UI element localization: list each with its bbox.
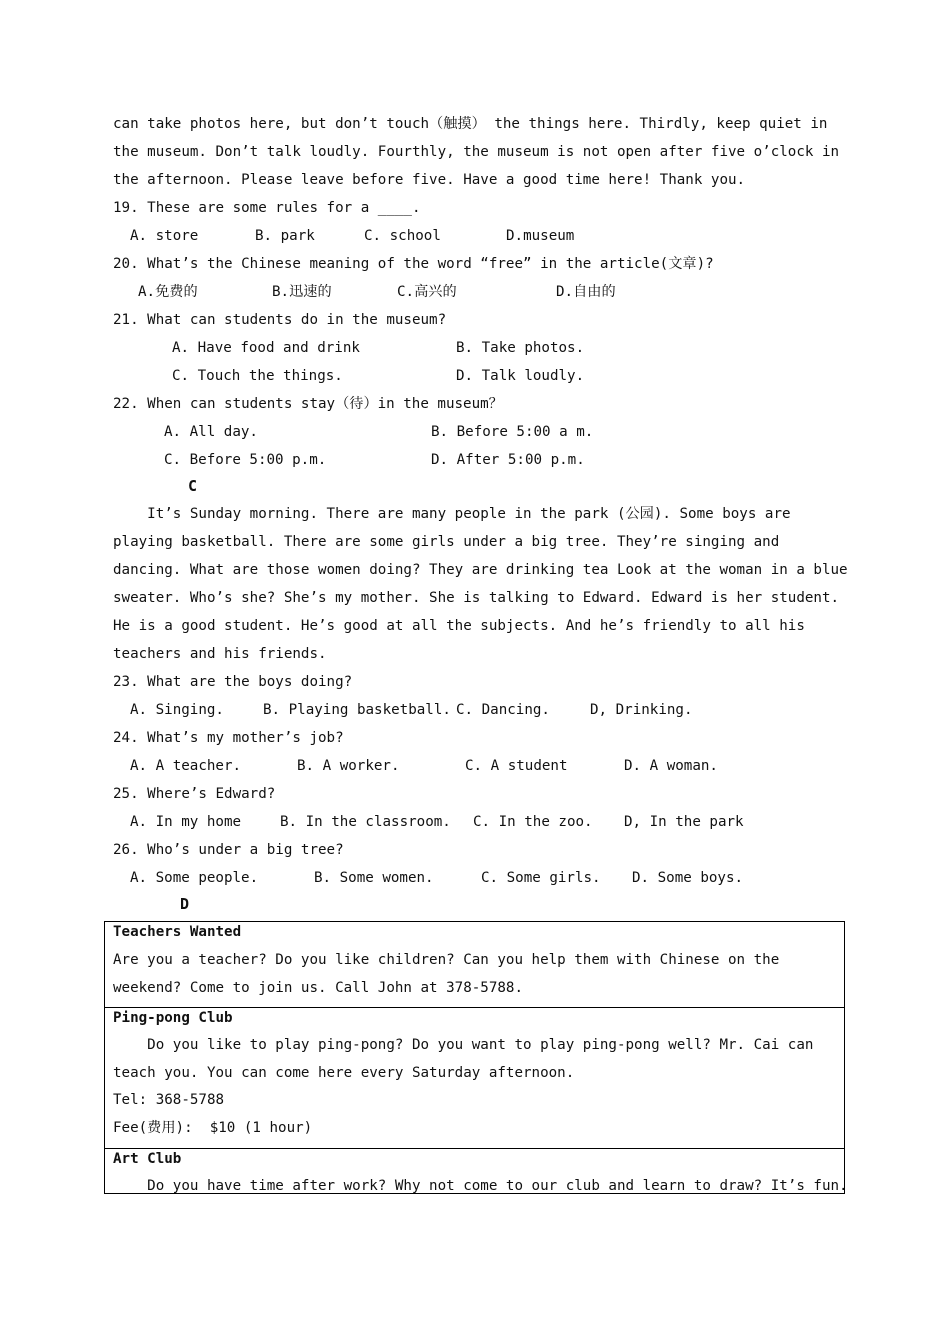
q23-option-c: C. Dancing.	[456, 702, 550, 718]
q21-option-c: C. Touch the things.	[172, 368, 343, 384]
q20-option-b: B.迅速的	[272, 284, 332, 300]
question-24-stem: 24. What’s my mother’s job?	[113, 730, 344, 746]
passage-b-line: the afternoon. Please leave before five. Have a good time here! Thank you.	[113, 172, 746, 188]
q21-option-b: B. Take photos.	[456, 340, 585, 356]
passage-c-line: teachers and his friends.	[113, 646, 327, 662]
ad-text-line: Do you like to play ping-pong? Do you want to play ping-pong well? Mr. Cai can	[113, 1037, 814, 1053]
ad-text-line: teach you. You can come here every Saturday afternoon.	[113, 1065, 575, 1081]
question-21-stem: 21. What can students do in the museum?	[113, 312, 447, 328]
q26-option-d: D. Some boys.	[632, 870, 744, 886]
ad-title: Ping-pong Club	[113, 1010, 233, 1026]
ad-text-line: Tel: 368-5788	[113, 1092, 225, 1108]
question-26-stem: 26. Who’s under a big tree?	[113, 842, 344, 858]
passage-b-line: the museum. Don’t talk loudly. Fourthly, the museum is not open after five o’clock in	[113, 144, 840, 160]
q19-option-a: A. store	[130, 228, 199, 244]
q26-option-a: A. Some people.	[130, 870, 259, 886]
q24-option-d: D. A woman.	[624, 758, 718, 774]
ad-title: Teachers Wanted	[113, 924, 242, 940]
q22-option-b: B. Before 5:00 a m.	[431, 424, 594, 440]
q21-option-d: D. Talk loudly.	[456, 368, 585, 384]
question-25-stem: 25. Where’s Edward?	[113, 786, 276, 802]
question-22-stem: 22. When can students stay（待）in the museum？	[113, 396, 503, 412]
q19-option-b: B. park	[255, 228, 315, 244]
q24-option-b: B. A worker.	[297, 758, 400, 774]
passage-c-line: dancing. What are those women doing? They are drinking tea Look at the woman in a blue	[113, 562, 848, 578]
q19-option-d: D.museum	[506, 228, 575, 244]
passage-c-line: He is a good student. He’s good at all the subjects. And he’s friendly to all his	[113, 618, 805, 634]
q22-option-d: D. After 5:00 p.m.	[431, 452, 585, 468]
q25-option-c: C. In the zoo.	[473, 814, 593, 830]
ad-text-line: Are you a teacher? Do you like children? Can you help them with Chinese on the	[113, 952, 780, 968]
question-20-stem: 20. What’s the Chinese meaning of the word “free” in the article(文章)?	[113, 256, 714, 272]
ad-title: Art Club	[113, 1151, 182, 1167]
q26-option-b: B. Some women.	[314, 870, 434, 886]
question-19-stem: 19. These are some rules for a ____.	[113, 200, 421, 216]
ad-text-line: Fee(费用): $10 (1 hour)	[113, 1120, 313, 1136]
q24-option-a: A. A teacher.	[130, 758, 242, 774]
q25-option-d: D, In the park	[624, 814, 744, 830]
q20-option-c: C.高兴的	[397, 284, 457, 300]
q23-option-d: D, Drinking.	[590, 702, 693, 718]
q20-option-d: D.自由的	[556, 284, 616, 300]
section-c-heading: C	[188, 477, 198, 495]
q25-option-a: A. In my home	[130, 814, 242, 830]
q20-option-a: A.免费的	[138, 284, 198, 300]
section-d-heading: D	[180, 895, 190, 913]
question-23-stem: 23. What are the boys doing?	[113, 674, 353, 690]
passage-c-line: playing basketball. There are some girls under a big tree. They’re singing and	[113, 534, 780, 550]
ad-art-club	[104, 1148, 848, 1194]
q23-option-a: A. Singing.	[130, 702, 224, 718]
q22-option-c: C. Before 5:00 p.m.	[164, 452, 327, 468]
q26-option-c: C. Some girls.	[481, 870, 601, 886]
q21-option-a: A. Have food and drink	[172, 340, 360, 356]
q19-option-c: C. school	[364, 228, 441, 244]
q24-option-c: C. A student	[465, 758, 568, 774]
ad-ping-pong-club	[104, 1007, 845, 1149]
passage-c-line: It’s Sunday morning. There are many people in the park (公园). Some boys are	[113, 506, 791, 522]
ad-text-line: weekend? Come to join us. Call John at 378-5788.	[113, 980, 523, 996]
ad-teachers-wanted	[104, 921, 845, 1008]
passage-c-line: sweater. Who’s she? She’s my mother. She is talking to Edward. Edward is her student.	[113, 590, 840, 606]
passage-b-line: can take photos here, but don’t touch（触摸） the things here. Thirdly, keep quiet in	[113, 116, 828, 132]
q25-option-b: B. In the classroom.	[280, 814, 451, 830]
ad-text-line: Do you have time after work? Why not come to our club and learn to draw? It’s fun.	[113, 1178, 848, 1194]
q22-option-a: A. All day.	[164, 424, 258, 440]
q23-option-b: B. Playing basketball.	[263, 702, 451, 718]
